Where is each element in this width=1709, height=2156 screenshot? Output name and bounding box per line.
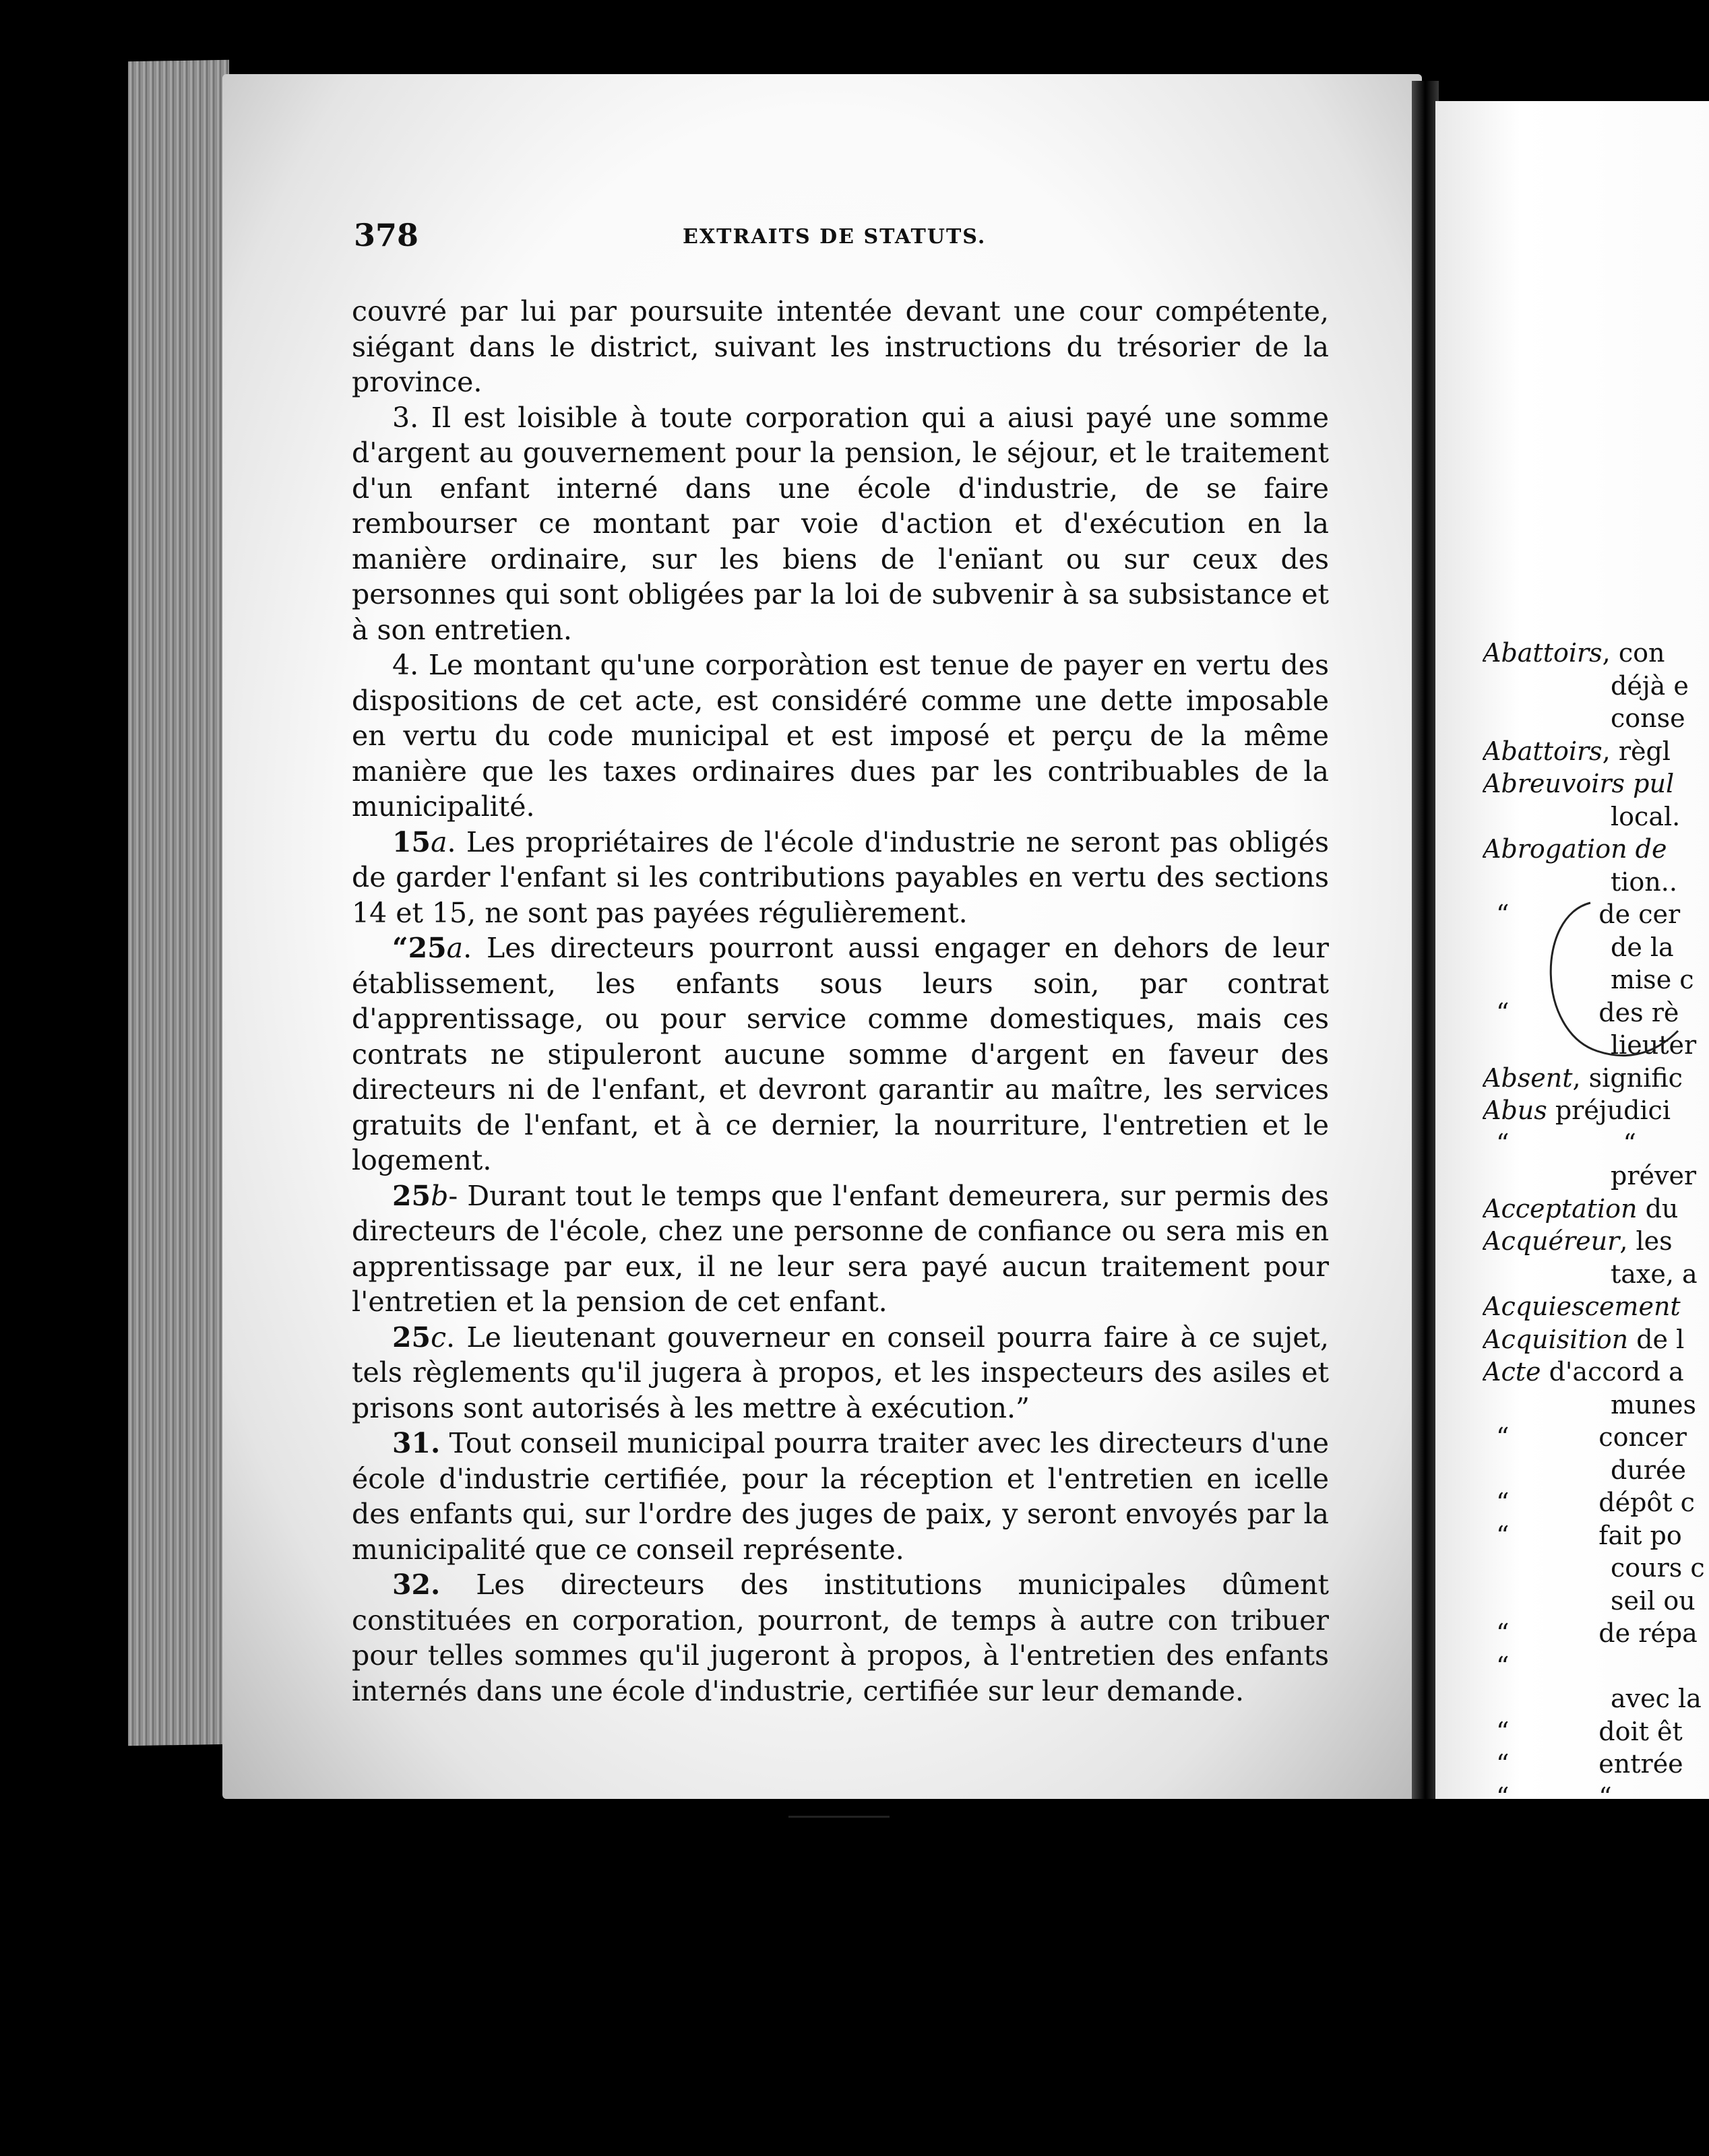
index-line xyxy=(1483,1617,1709,1650)
end-rule xyxy=(788,1816,890,1818)
text-run: Abreuvoirs pul xyxy=(1483,769,1675,798)
index-line xyxy=(1483,800,1709,833)
index-line xyxy=(1483,1356,1709,1389)
text-run: tion.. xyxy=(1611,866,1677,897)
text-run: Acquisition xyxy=(1483,1324,1629,1354)
index-line xyxy=(1483,1290,1709,1323)
book-gutter xyxy=(1412,81,1439,1799)
index-line xyxy=(1483,1715,1709,1748)
text-run: . Le lieutenant gouverneur en conseil pourra faire à ce sujet, tels règlements qu'il jugera à propos, et les inspecteurs des asiles et prisons sont autorisés à les mettre à exécution.” xyxy=(352,1321,1329,1424)
index-line xyxy=(1483,1160,1709,1193)
text-run: mise c xyxy=(1611,965,1694,994)
index-line xyxy=(1483,1552,1709,1585)
index-line xyxy=(1483,1781,1709,1814)
text-run: “ entrée xyxy=(1496,1749,1683,1779)
index-line xyxy=(1483,898,1709,931)
index-line xyxy=(1483,1682,1709,1715)
text-run: 25 xyxy=(392,1179,431,1212)
text-run: Abattoirs xyxy=(1483,638,1603,668)
index-column-fragment xyxy=(1483,637,1709,1813)
text-run: “ de cer xyxy=(1496,899,1681,929)
text-run: Acceptation xyxy=(1483,1193,1638,1224)
text-run: 15 xyxy=(392,825,431,858)
index-line xyxy=(1483,1127,1709,1160)
text-run: . Les directeurs pourront aussi engager en dehors de leur établissement, les enfants sous leurs soin, par contrat d'apprentissage, ou pour service comme domestiques, mais ces contrats ne stipuleront aucune somme d'argent en faveur des directeurs ni de l'enfant, et devront garantir au maître, les services gratuits de l'enfant, et à ce dernier, la nourriture, l'entretien et le logement. xyxy=(352,932,1329,1176)
statute-paragraph xyxy=(352,930,1329,1178)
text-run: “ fait po xyxy=(1496,1520,1682,1550)
index-line xyxy=(1483,1454,1709,1487)
index-line xyxy=(1483,1225,1709,1258)
text-run: Abattoirs xyxy=(1483,736,1603,766)
text-run: c xyxy=(431,1321,447,1354)
statute-text-block xyxy=(352,294,1329,1709)
text-run: 25 xyxy=(392,1321,431,1354)
statute-paragraph xyxy=(352,400,1329,648)
statute-paragraph xyxy=(352,294,1329,400)
text-run: Abus xyxy=(1483,1096,1547,1125)
text-run: taxe, a xyxy=(1611,1259,1698,1289)
text-run: seil ou xyxy=(1611,1585,1696,1616)
index-line xyxy=(1483,1421,1709,1454)
text-run: Tout conseil municipal pourra traiter avec les directeurs d'une école d'industrie certifiée, pour la réception et l'entretien en icelle des enfants qui, sur l'ordre des juges de paix, y seront envoyés par la municipalité que ce conseil représente. xyxy=(352,1427,1329,1566)
text-run: Acquiescement xyxy=(1483,1292,1681,1321)
text-run: déjà e xyxy=(1611,670,1689,701)
index-line xyxy=(1483,1258,1709,1291)
text-run: du xyxy=(1637,1193,1679,1224)
statute-paragraph xyxy=(352,1426,1329,1567)
text-run: 4. Le montant qu'une corporàtion est tenue de payer en vertu des dispositions de cet acte, est considéré comme une dette imposable en vertu du code municipal et est imposé et perçu de la même manière que les taxes ordinaires dues par les contribuables de la municipalité. xyxy=(352,649,1329,823)
text-run: préjudici xyxy=(1547,1096,1671,1125)
page-number: 378 xyxy=(354,217,419,253)
index-line xyxy=(1483,1193,1709,1226)
text-run: conse xyxy=(1611,703,1685,733)
text-run: “ concer xyxy=(1496,1422,1687,1452)
text-run: “25 xyxy=(392,932,447,964)
statute-paragraph xyxy=(352,1320,1329,1426)
text-run: - Durant tout le temps que l'enfant demeurera, sur permis des directeurs de l'école, chez une personne de confiance ou sera mis en apprentissage par eux, il ne leur sera payé aucun traitement pour l'entretien et la pension de cet enfant. xyxy=(352,1179,1329,1318)
text-run: lieuter xyxy=(1611,1030,1697,1060)
text-run: “ xyxy=(1496,1651,1510,1681)
text-run: 32. xyxy=(392,1568,441,1601)
index-line xyxy=(1483,931,1709,964)
index-line xyxy=(1483,1650,1709,1683)
text-run: local. xyxy=(1611,801,1681,831)
text-run: Acte xyxy=(1483,1357,1541,1387)
text-run: de la xyxy=(1611,932,1674,962)
text-run: , règl xyxy=(1602,736,1671,766)
index-line xyxy=(1483,1748,1709,1781)
running-head: EXTRAITS DE STATUTS. xyxy=(683,225,987,249)
index-line xyxy=(1483,866,1709,899)
text-run: Absent xyxy=(1483,1063,1573,1093)
text-run: , signific xyxy=(1572,1063,1683,1093)
statute-paragraph xyxy=(352,647,1329,825)
index-line xyxy=(1483,833,1709,866)
statute-paragraph xyxy=(352,1567,1329,1709)
index-line xyxy=(1483,1585,1709,1618)
text-run: “ “ xyxy=(1496,1781,1612,1812)
text-run: préver xyxy=(1611,1161,1697,1191)
text-run: cours c xyxy=(1611,1553,1705,1583)
index-line xyxy=(1483,1029,1709,1062)
index-line xyxy=(1483,1062,1709,1095)
index-line xyxy=(1483,1519,1709,1552)
text-run: 3. Il est loisible à toute corporation qui a aiusi payé une somme d'argent au gouvernement pour la pension, le séjour, et le traitement d'un enfant interné dans une école d'industrie, de se faire rembourser ce montant par voie d'action et d'exécution en la manière ordinaire, sur les biens de l'enïant ou sur ceux des personnes qui sont obligées par la loi de subvenir à sa subsistance et à son entretien. xyxy=(352,401,1329,646)
text-run: Acquéreur xyxy=(1483,1226,1620,1256)
index-line xyxy=(1483,963,1709,996)
text-run: Abrogation de xyxy=(1483,834,1667,864)
index-line xyxy=(1483,1094,1709,1127)
text-run: “ des rè xyxy=(1496,997,1679,1027)
index-line xyxy=(1483,767,1709,800)
statute-paragraph xyxy=(352,1178,1329,1320)
text-run: Les directeurs des institutions municipales dûment constituées en corporation, pourront, de temps à autre con tribuer pour telles sommes qu'il jugeront à propos, à l'entretien des enfants internés dans une école d'industrie, certifiée sur leur demande. xyxy=(352,1568,1329,1707)
index-line xyxy=(1483,996,1709,1029)
text-run: . Les propriétaires de l'école d'industrie ne seront pas obligés de garder l'enfant si les contributions payables en vertu des sections 14 et 15, ne sont pas payées régulièrement. xyxy=(352,825,1329,929)
text-run: couvré par lui par poursuite intentée devant une cour compétente, siégant dans le district, suivant les instructions du trésorier de la province. xyxy=(352,295,1329,398)
index-line xyxy=(1483,735,1709,768)
index-line xyxy=(1483,670,1709,703)
index-line xyxy=(1483,637,1709,670)
text-run: munes xyxy=(1611,1389,1696,1420)
text-run: d'accord a xyxy=(1541,1357,1684,1387)
book-page-edges xyxy=(128,60,229,1746)
text-run: b xyxy=(431,1179,449,1212)
text-run: durée xyxy=(1611,1455,1686,1485)
index-line xyxy=(1483,702,1709,735)
text-run: avec la xyxy=(1611,1684,1702,1713)
text-run: , con xyxy=(1602,638,1665,668)
text-run: “ dépôt c xyxy=(1496,1488,1695,1517)
text-run: de l xyxy=(1628,1324,1685,1354)
statute-paragraph xyxy=(352,825,1329,931)
text-run: a xyxy=(431,825,447,858)
index-line xyxy=(1483,1486,1709,1519)
text-run: 31. xyxy=(392,1427,441,1459)
text-run: “ doit êt xyxy=(1496,1716,1683,1746)
index-line xyxy=(1483,1389,1709,1422)
text-run: “ de répa xyxy=(1496,1618,1698,1648)
text-run: , les xyxy=(1619,1226,1673,1256)
text-run: “ “ xyxy=(1496,1128,1636,1158)
index-line xyxy=(1483,1323,1709,1356)
text-run: a xyxy=(446,932,464,964)
